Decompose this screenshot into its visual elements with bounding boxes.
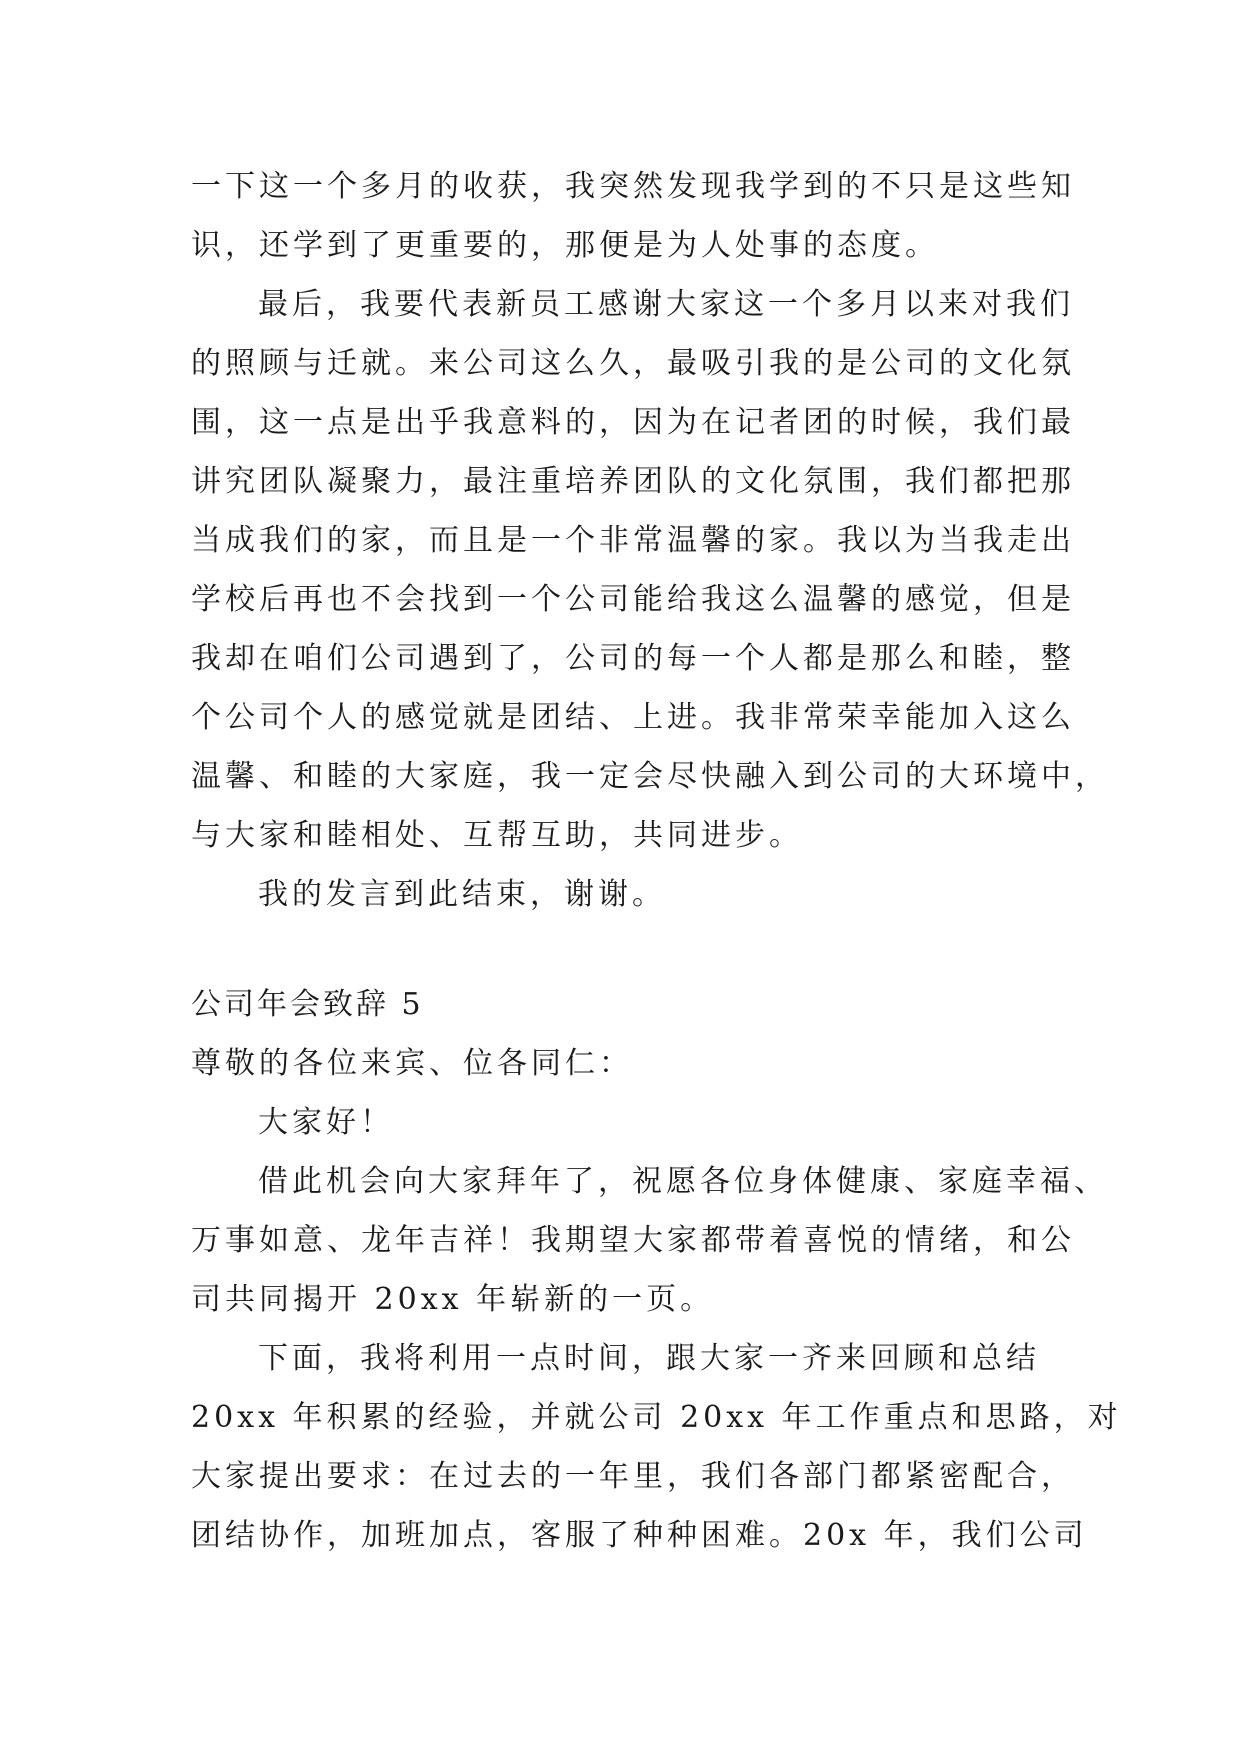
text-line: 最后，我要代表新员工感谢大家这一个多月以来对我们 xyxy=(258,287,1074,322)
text-line: 学校后再也不会找到一个公司能给我这么温馨的感觉，但是 xyxy=(191,582,1075,617)
text-line: 一下这一个多月的收获，我突然发现我学到的不只是这些知 xyxy=(191,169,1075,204)
text-line: 讲究团队凝聚力，最注重培养团队的文化氛围，我们都把那 xyxy=(191,464,1075,499)
text-line: 20xx 年积累的经验，并就公司 20xx 年工作重点和思路，对 xyxy=(191,1400,1122,1435)
text-line: 围，这一点是出乎我意料的，因为在记者团的时候，我们最 xyxy=(191,405,1075,440)
text-line: 识，还学到了更重要的，那便是为人处事的态度。 xyxy=(191,228,939,263)
text-line: 我却在咱们公司遇到了，公司的每一个人都是那么和睦，整 xyxy=(191,641,1075,676)
text-line: 当成我们的家，而且是一个非常温馨的家。我以为当我走出 xyxy=(191,523,1075,558)
text-line: 万事如意、龙年吉祥！我期望大家都带着喜悦的情绪，和公 xyxy=(191,1223,1075,1258)
text-line: 大家提出要求：在过去的一年里，我们各部门都紧密配合， xyxy=(191,1459,1075,1494)
text-line: 司共同揭开 20xx 年崭新的一页。 xyxy=(191,1282,715,1317)
text-line: 个公司个人的感觉就是团结、上进。我非常荣幸能加入这么 xyxy=(191,700,1075,735)
text-line: 团结协作，加班加点，客服了种种困难。20x 年，我们公司 xyxy=(191,1518,1088,1553)
text-line: 下面，我将利用一点时间，跟大家一齐来回顾和总结 xyxy=(258,1341,1040,1376)
section-heading: 公司年会致辞 5 xyxy=(191,987,424,1022)
text-line: 我的发言到此结束，谢谢。 xyxy=(258,877,666,912)
text-line: 的照顾与迁就。来公司这么久，最吸引我的是公司的文化氛 xyxy=(191,346,1075,381)
greeting: 大家好！ xyxy=(258,1105,394,1140)
text-line: 与大家和睦相处、互帮互助，共同进步。 xyxy=(191,818,803,853)
text-line: 借此机会向大家拜年了，祝愿各位身体健康、家庭幸福、 xyxy=(258,1164,1108,1199)
text-line: 温馨、和睦的大家庭，我一定会尽快融入到公司的大环境中， xyxy=(191,759,1109,794)
salutation: 尊敬的各位来宾、位各同仁： xyxy=(191,1046,633,1081)
